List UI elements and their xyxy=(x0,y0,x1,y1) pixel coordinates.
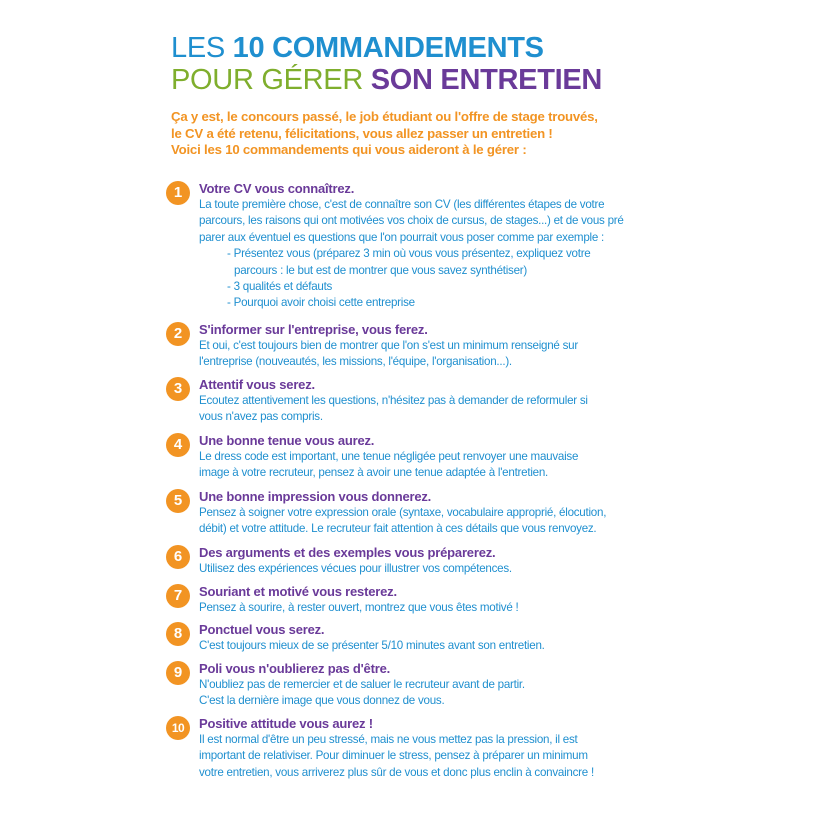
intro-paragraph xyxy=(171,109,641,159)
number-badge: 6 xyxy=(166,545,190,569)
bullet-item: - 3 qualités et défauts xyxy=(227,280,333,294)
body-line: débit) et votre attitude. Le recruteur fait attention à ces détails que vous renvoyez. xyxy=(199,522,597,536)
bullet-item: - Présentez vous (préparez 3 min où vous vous présentez, expliquez votre xyxy=(227,247,591,261)
body-line: Le dress code est important, une tenue négligée peut renvoyer une mauvaise xyxy=(199,450,579,463)
body-line: N'oubliez pas de remercier et de saluer le recruteur avant de partir. xyxy=(199,678,525,691)
title-light-part: LES xyxy=(171,32,233,64)
commandment-heading: Votre CV vous connaîtrez. xyxy=(199,181,355,196)
bullet-item: - Pourquoi avoir choisi cette entreprise xyxy=(227,296,415,310)
body-line: l'entreprise (nouveautés, les missions, l'équipe, l'organisation...). xyxy=(199,355,512,369)
body-line: C'est la dernière image que vous donnez de vous. xyxy=(199,694,445,708)
commandment-heading: Une bonne impression vous donnerez. xyxy=(199,489,432,504)
body-line: Et oui, c'est toujours bien de montrer que l'on s'est un minimum renseigné sur xyxy=(199,339,578,352)
commandment-heading: Ponctuel vous serez. xyxy=(199,622,325,637)
commandment-heading: Des arguments et des exemples vous préparerez. xyxy=(199,545,496,560)
body-line: Ecoutez attentivement les questions, n'hésitez pas à demander de reformuler si xyxy=(199,394,588,407)
number-badge: 1 xyxy=(166,181,190,205)
commandment-heading: Poli vous n'oublierez pas d'être. xyxy=(199,661,391,676)
page-title-line-1 xyxy=(171,32,544,64)
commandment-content xyxy=(199,661,639,710)
number-badge: 9 xyxy=(166,661,190,685)
commandment-content xyxy=(199,377,639,426)
commandment-heading: Souriant et motivé vous resterez. xyxy=(199,584,397,599)
number-badge: 5 xyxy=(166,489,190,513)
title-bold-part: 10 COMMANDEMENTS xyxy=(232,32,544,64)
body-line: votre entretien, vous arriverez plus sûr de vous et donc plus enclin à convaincre ! xyxy=(199,765,594,779)
commandment-heading: Attentif vous serez. xyxy=(199,377,315,392)
number-badge: 8 xyxy=(166,622,190,646)
number-badge: 10 xyxy=(166,716,190,740)
commandment-content xyxy=(199,181,639,312)
bullet-continuation: parcours : le but est de montrer que vous savez synthétiser) xyxy=(234,263,528,277)
commandment-heading: Une bonne tenue vous aurez. xyxy=(199,433,375,448)
subtitle-light-part: POUR GÉRER xyxy=(171,64,371,96)
body-line: Pensez à sourire, à rester ouvert, montrez que vous êtes motivé ! xyxy=(199,601,519,614)
number-badge: 4 xyxy=(166,433,190,457)
commandment-content xyxy=(199,545,639,577)
number-badge: 2 xyxy=(166,322,190,346)
commandment-content xyxy=(199,433,639,482)
body-line: Pensez à soigner votre expression orale (syntaxe, vocabulaire approprié, élocution, xyxy=(199,506,607,519)
body-line: Utilisez des expériences vécues pour illustrer vos compétences. xyxy=(199,562,512,575)
commandment-content xyxy=(199,584,639,616)
commandment-content xyxy=(199,489,639,538)
body-line: La toute première chose, c'est de connaître son CV (les différentes étapes de votre xyxy=(199,198,605,211)
body-line: vous n'avez pas compris. xyxy=(199,410,323,424)
body-line: parer aux éventuel es questions que l'on pourrait vous poser comme par exemple : xyxy=(199,230,604,244)
intro-line: le CV a été retenu, félicitations, vous allez passer un entretien ! xyxy=(171,125,553,141)
body-line: parcours, les raisons qui ont motivées vos choix de cursus, de stages...) et de vous pré xyxy=(199,214,624,228)
body-line: important de relativiser. Pour diminuer le stress, pensez à préparer un minimum xyxy=(199,749,588,763)
commandment-content xyxy=(199,622,639,654)
subtitle-bold-part: SON ENTRETIEN xyxy=(370,64,603,96)
body-line: image à votre recruteur, pensez à avoir une tenue adaptée à l'entretien. xyxy=(199,466,549,480)
commandment-content xyxy=(199,716,639,781)
intro-line: Voici les 10 commandements qui vous aideront à le gérer : xyxy=(171,142,527,157)
intro-line: Ça y est, le concours passé, le job étudiant ou l'offre de stage trouvés, xyxy=(171,109,598,124)
number-badge: 3 xyxy=(166,377,190,401)
commandment-heading: Positive attitude vous aurez ! xyxy=(199,716,373,731)
body-line: Il est normal d'être un peu stressé, mais ne vous mettez pas la pression, il est xyxy=(199,733,578,746)
commandment-content xyxy=(199,322,639,371)
page-title-line-2 xyxy=(171,64,602,96)
number-badge: 7 xyxy=(166,584,190,608)
body-line: C'est toujours mieux de se présenter 5/10 minutes avant son entretien. xyxy=(199,639,545,652)
commandment-heading: S'informer sur l'entreprise, vous ferez. xyxy=(199,322,428,337)
